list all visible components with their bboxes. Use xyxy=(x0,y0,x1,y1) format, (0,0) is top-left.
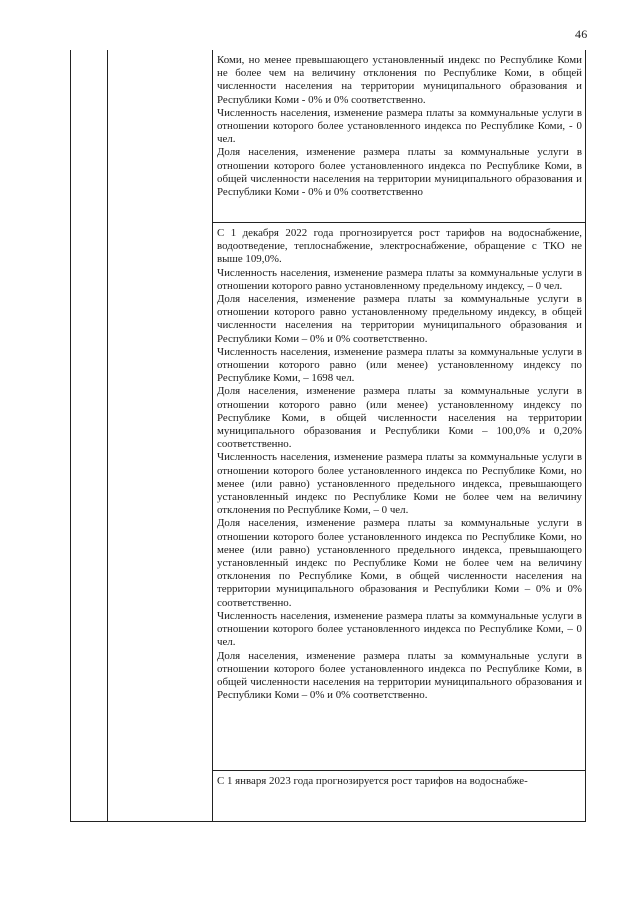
page-number: 46 xyxy=(575,27,588,41)
paragraph: Численность населения, изменение размера платы за коммунальные услуги в отношении которого равно (или менее) установленному индексу по Республике Коми, – 1698 чел. xyxy=(217,345,582,385)
paragraph: Численность населения, изменение размера платы за коммунальные услуги в отношении которого более установленного индекса по Республике Коми, - 0 чел. xyxy=(217,106,582,146)
document-table xyxy=(70,50,586,822)
table-column-divider-1 xyxy=(107,50,108,821)
paragraph: С 1 декабря 2022 года прогнозируется рост тарифов на водоснабжение, водоотведение, теплоснабжение, электроснабжение, обращение с ТКО не выше 109,0%. xyxy=(217,227,582,266)
paragraph: Коми, но менее превышающего установленный индекс по Республике Коми не более чем на величину отклонения по Республике Коми, в общей численности населения на территории муниципального образования и Республики Коми - 0% и 0% соответственно. xyxy=(217,54,582,106)
table-column-divider-2 xyxy=(212,50,213,821)
text-cell-block-1 xyxy=(217,54,582,199)
paragraph: Доля населения, изменение размера платы за коммунальные услуги в отношении которого более установленного индекса по Республике Коми, в общей численности населения на территории муниципального образования и Республики Коми - 0% и 0% соответственно xyxy=(217,146,582,199)
text-cell-block-2 xyxy=(217,227,582,702)
text-cell-block-3 xyxy=(217,775,582,788)
table-row-divider-2 xyxy=(212,770,585,771)
table-row-divider-1 xyxy=(212,222,585,223)
paragraph: Численность населения, изменение размера платы за коммунальные услуги в отношении которого более установленного индекса по Республике Коми, – 0 чел. xyxy=(217,609,582,649)
paragraph: Доля населения, изменение размера платы за коммунальные услуги в отношении которого равно установленному предельному индексу, в общей численности населения на территории муниципального образования и Республики Коми – 0% и 0% соответственно. xyxy=(217,293,582,345)
paragraph: Доля населения, изменение размера платы за коммунальные услуги в отношении которого более установленного индекса по Республике Коми, в общей численности населения на территории муниципального образования и Республики Коми – 0% и 0% соответственно. xyxy=(217,649,582,702)
paragraph: Численность населения, изменение размера платы за коммунальные услуги в отношении которого равно установленному предельному индексу, – 0 чел. xyxy=(217,266,582,292)
paragraph: С 1 января 2023 года прогнозируется рост тарифов на водоснабже- xyxy=(217,775,528,787)
paragraph: Доля населения, изменение размера платы за коммунальные услуги в отношении которого равно (или менее) установленному индексу по Республике Коми, в общей численности населения на территории муниципального образования и Республики Коми – 100,0% и 0,20% соответственно. xyxy=(217,385,582,451)
paragraph: Доля населения, изменение размера платы за коммунальные услуги в отношении которого более установленного индекса по Республике Коми, но менее (или равно) установленного предельного индекса, превышающего установленный индекс по Республике Коми не более чем на величину отклонения по Республике Коми, в общей численности населения на территории муниципального образования и Республики Коми – 0% и 0% соответственно. xyxy=(217,517,582,609)
paragraph: Численность населения, изменение размера платы за коммунальные услуги в отношении которого более установленного индекса по Республике Коми, но менее (или равно) установленного предельного индекса, превышающего установленный индекс по Республике Коми не более чем на величину отклонения по Республике Коми, – 0 чел. xyxy=(217,451,582,517)
